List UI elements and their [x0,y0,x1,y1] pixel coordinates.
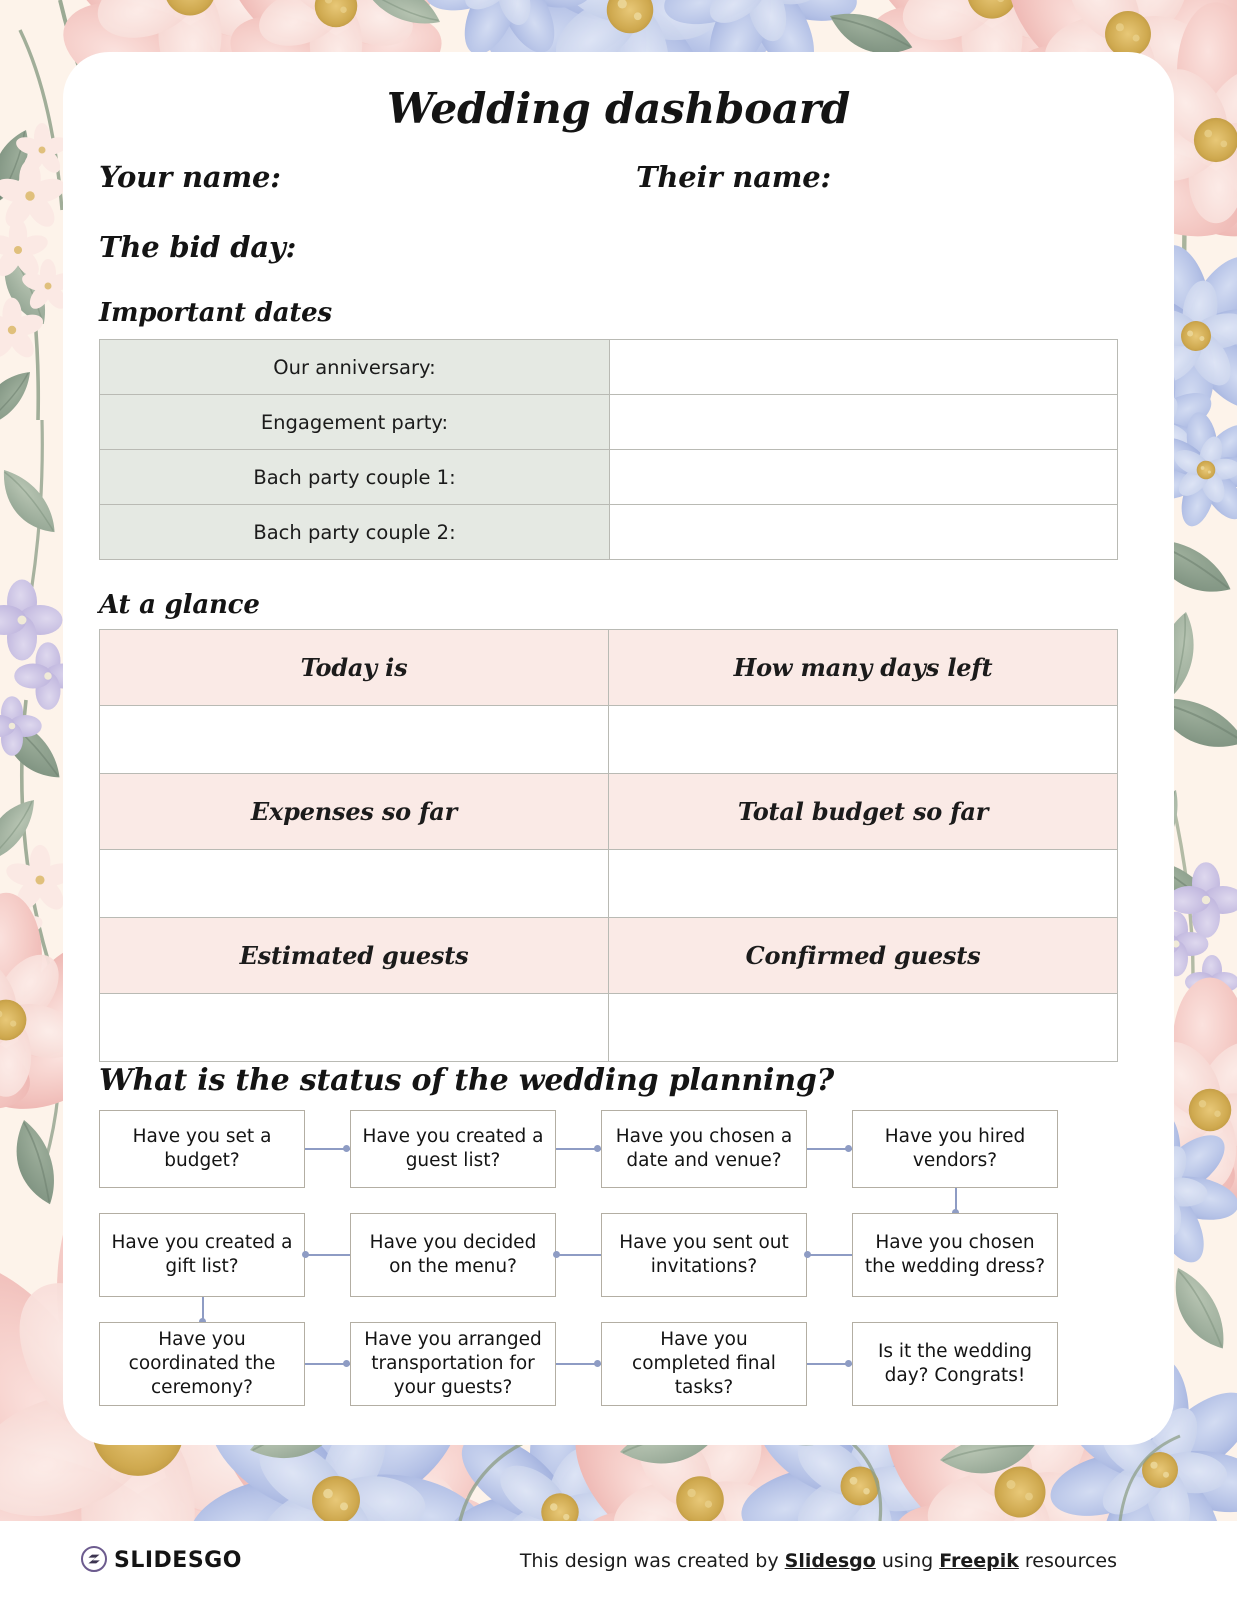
page-title: Wedding dashboard [386,84,851,133]
flow-connector-dot [804,1251,811,1258]
table-row [100,450,1118,505]
flow-box[interactable]: Have you set a budget? [99,1110,305,1188]
at-a-glance-value-input[interactable] [609,994,1118,1062]
important-dates-value-input[interactable] [610,505,1118,560]
table-row [100,850,1118,918]
at-a-glance-header: Total budget so far [609,774,1118,850]
at-a-glance-header: Today is [100,630,609,706]
at-a-glance-header: Confirmed guests [609,918,1118,994]
important-dates-label: Bach party couple 1: [100,450,610,505]
flow-connector-dot [302,1251,309,1258]
status-flowchart [99,1110,1118,1410]
important-dates-value-input[interactable] [610,340,1118,395]
table-row [100,918,1118,994]
flow-box[interactable]: Have you sent out invitations? [601,1213,807,1297]
important-dates-value-input[interactable] [610,450,1118,505]
at-a-glance-value-input[interactable] [609,850,1118,918]
flow-box[interactable]: Have you coordinated the ceremony? [99,1322,305,1406]
at-a-glance-heading: At a glance [99,590,260,620]
flow-connector [305,1254,350,1256]
at-a-glance-table [99,629,1118,1062]
flow-connector-dot [845,1360,852,1367]
flow-connector-dot [343,1360,350,1367]
flow-connector-dot [553,1251,560,1258]
at-a-glance-header: Estimated guests [100,918,609,994]
bid-day-label: The bid day: [99,230,297,264]
flow-box[interactable]: Have you hired vendors? [852,1110,1058,1188]
their-name-label: Their name: [636,160,832,194]
important-dates-label: Engagement party: [100,395,610,450]
flow-connector-dot [343,1145,350,1152]
table-row [100,630,1118,706]
footer-credit [520,1550,1117,1572]
slidesgo-logo[interactable] [81,1546,242,1576]
table-row [100,395,1118,450]
footer [0,1521,1237,1600]
table-row [100,994,1118,1062]
flow-box[interactable]: Have you created a gift list? [99,1213,305,1297]
status-flow-heading: What is the status of the wedding planning? [99,1063,835,1098]
table-row [100,340,1118,395]
important-dates-table [99,339,1118,560]
flow-box[interactable]: Have you arranged transportation for your guests? [350,1322,556,1406]
at-a-glance-value-input[interactable] [609,706,1118,774]
freepik-link[interactable]: Freepik [939,1549,1019,1572]
important-dates-label: Bach party couple 2: [100,505,610,560]
at-a-glance-header: How many days left [609,630,1118,706]
at-a-glance-value-input[interactable] [100,994,609,1062]
important-dates-label: Our anniversary: [100,340,610,395]
credit-middle: using [875,1549,940,1572]
slidesgo-mark-icon [81,1546,107,1576]
flow-connector-dot [594,1145,601,1152]
important-dates-value-input[interactable] [610,395,1118,450]
your-name-label: Your name: [99,160,281,194]
flow-box[interactable]: Have you completed final tasks? [601,1322,807,1406]
flow-box[interactable]: Is it the wedding day? Congrats! [852,1322,1058,1406]
credit-suffix: resources [1018,1549,1117,1572]
flow-box[interactable]: Have you chosen the wedding dress? [852,1213,1058,1297]
at-a-glance-value-input[interactable] [100,850,609,918]
at-a-glance-value-input[interactable] [100,706,609,774]
flow-connector [807,1254,852,1256]
worksheet-card [63,52,1174,1445]
flow-box[interactable]: Have you created a guest list? [350,1110,556,1188]
slidesgo-link[interactable]: Slidesgo [784,1549,876,1572]
table-row [100,505,1118,560]
table-row [100,774,1118,850]
credit-prefix: This design was created by [519,1549,785,1572]
flow-connector [556,1254,601,1256]
flow-connector-dot [594,1360,601,1367]
slidesgo-wordmark: SLIDESGO [114,1548,242,1573]
table-row [100,706,1118,774]
flow-connector-dot [845,1145,852,1152]
important-dates-heading: Important dates [99,298,332,328]
at-a-glance-header: Expenses so far [100,774,609,850]
flow-box[interactable]: Have you chosen a date and venue? [601,1110,807,1188]
flow-box[interactable]: Have you decided on the menu? [350,1213,556,1297]
